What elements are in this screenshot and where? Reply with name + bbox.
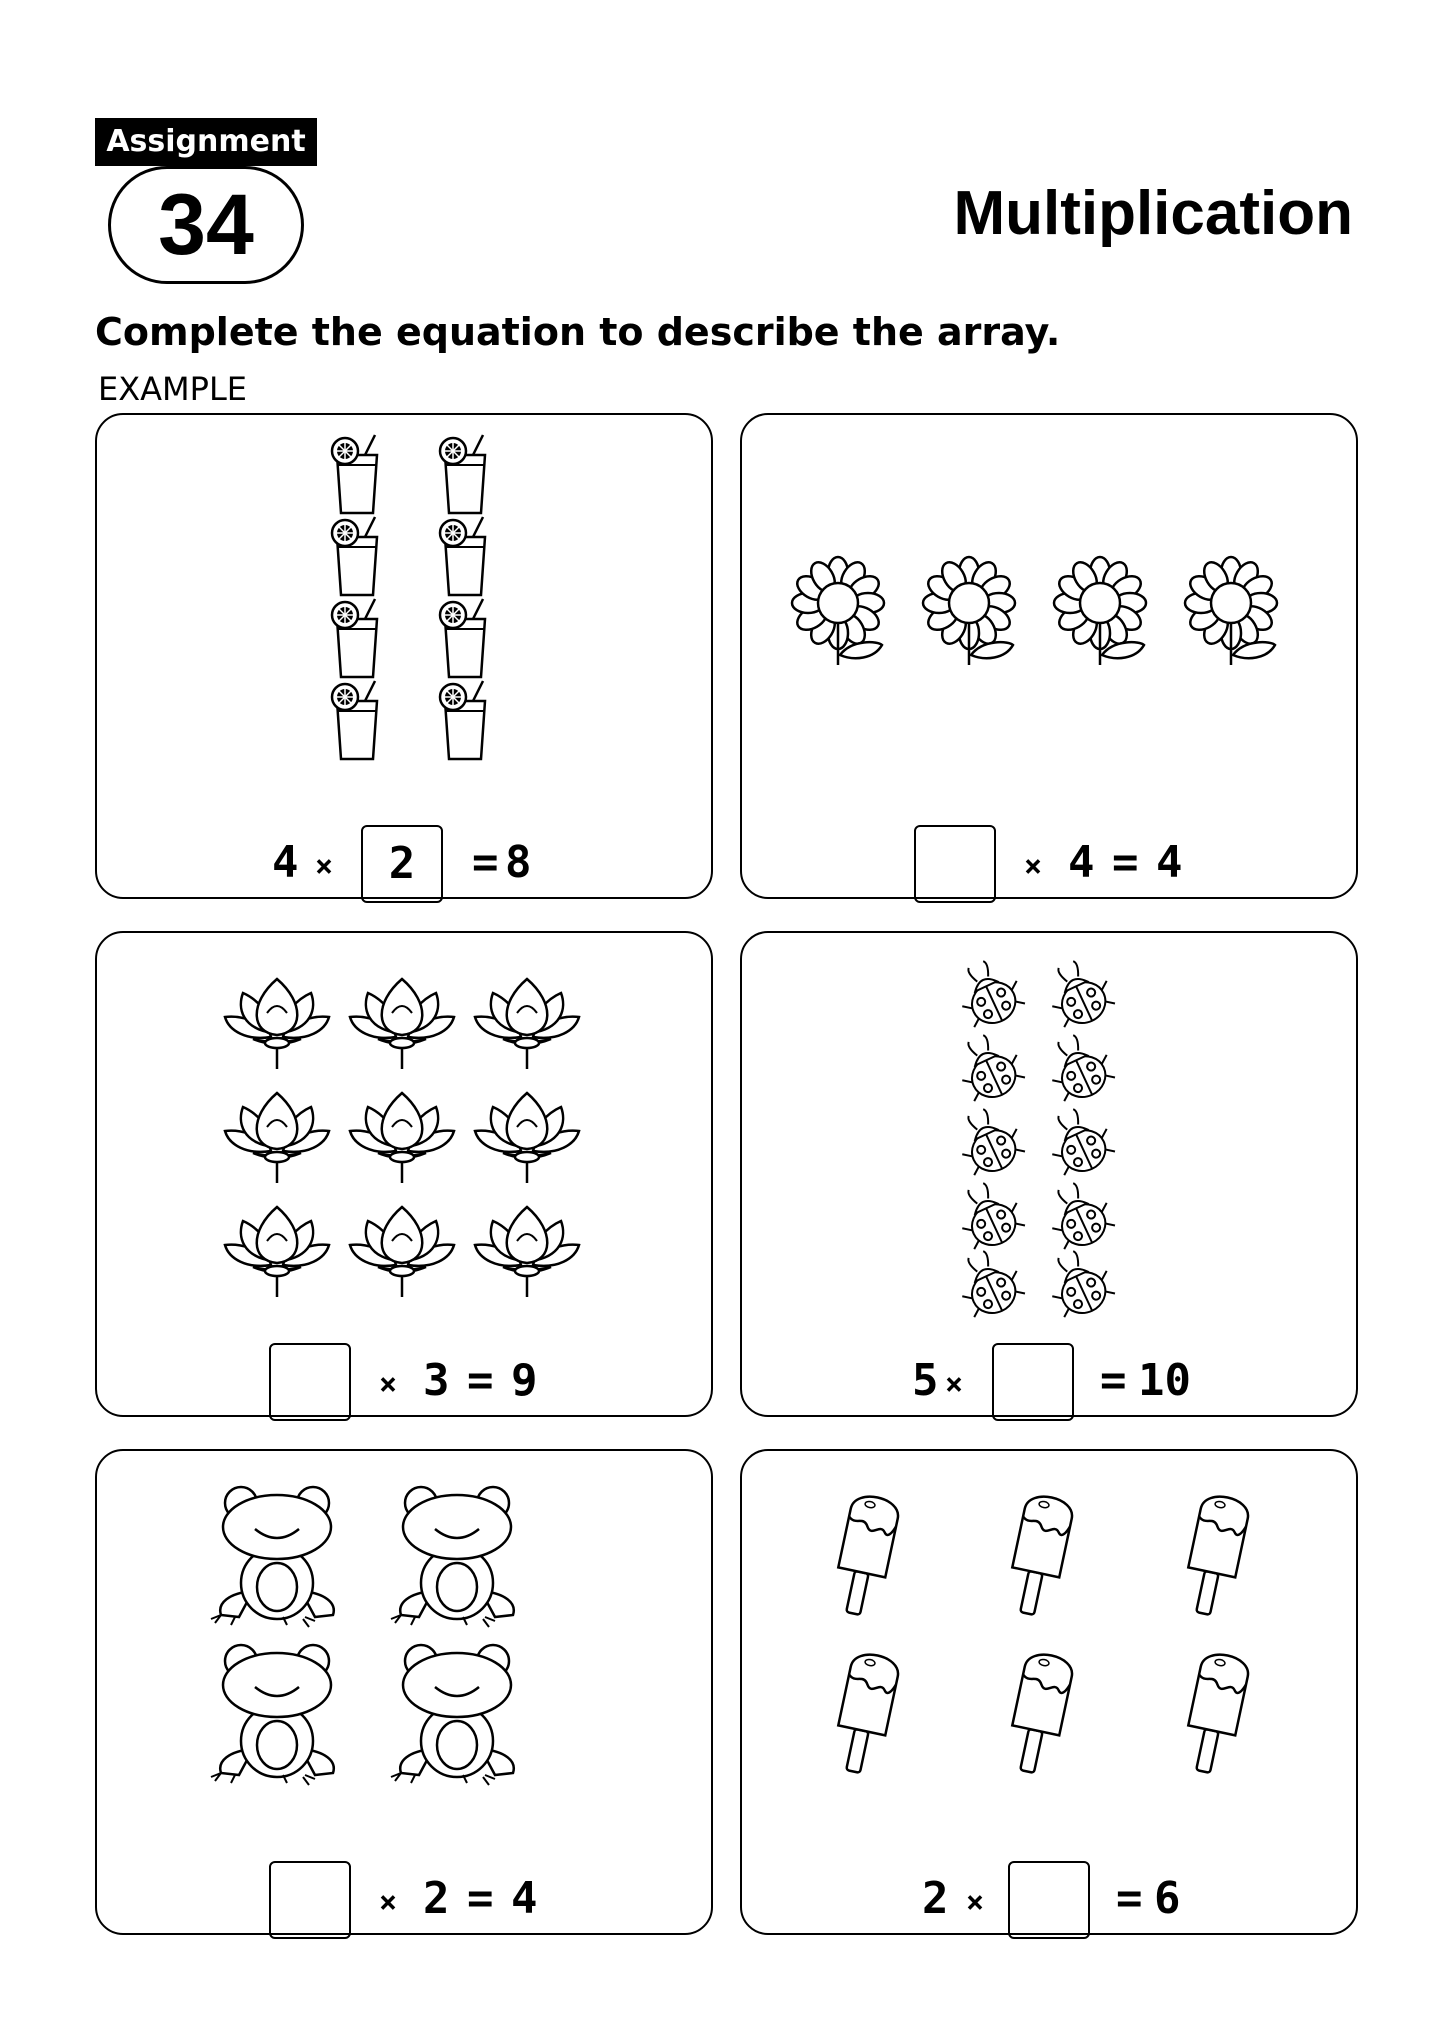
sunflower-icon: [923, 557, 1015, 665]
factor-a: 5: [912, 1355, 939, 1406]
lemonade-glass-icon: [332, 681, 377, 759]
factor-b: 3: [423, 1355, 450, 1406]
popsicle-array: [742, 1451, 1360, 1851]
instructions: Complete the equation to describe the array.: [95, 310, 1061, 354]
ladybug-icon: [1039, 1174, 1120, 1256]
ladybug-icon: [949, 1026, 1030, 1108]
times-sign: ×: [966, 1885, 985, 1920]
popsicle-icon: [1004, 1493, 1076, 1619]
equation: [742, 1343, 1356, 1423]
product: 6: [1154, 1873, 1181, 1924]
answer-box[interactable]: [992, 1343, 1074, 1421]
problem-card-frogs: [95, 1449, 713, 1935]
factor-a: 2: [922, 1873, 949, 1924]
product: 10: [1138, 1355, 1191, 1406]
lemonade-glass-icon: [332, 599, 377, 677]
equals-sign: =: [1100, 1355, 1127, 1406]
example-label: EXAMPLE: [98, 370, 247, 408]
answer-box[interactable]: [269, 1343, 351, 1421]
product: 4: [511, 1873, 538, 1924]
ladybug-array: [742, 933, 1360, 1333]
lemonade-glass-icon: [440, 517, 485, 595]
lotus-icon: [225, 1093, 329, 1183]
ladybug-icon: [949, 1100, 1030, 1182]
answer-box[interactable]: [914, 825, 996, 903]
lemonade-glass-icon: [440, 681, 485, 759]
factor-a: 4: [272, 837, 299, 888]
equation: [97, 1861, 711, 1941]
popsicle-icon: [830, 1651, 902, 1777]
ladybug-icon: [949, 1174, 1030, 1256]
ladybug-icon: [1039, 1100, 1120, 1182]
frog-icon: [391, 1487, 514, 1627]
assignment-number: 34: [108, 166, 304, 284]
ladybug-icon: [1039, 1026, 1120, 1108]
lotus-icon: [475, 979, 579, 1069]
problem-card-popsicles: [740, 1449, 1358, 1935]
problem-card-ladybugs: [740, 931, 1358, 1417]
equals-sign: =: [472, 837, 499, 888]
lemonade-glass-icon: [440, 599, 485, 677]
lotus-icon: [350, 1207, 454, 1297]
problem-card-lotus: [95, 931, 713, 1417]
lotus-icon: [350, 979, 454, 1069]
times-sign: ×: [1024, 849, 1043, 884]
times-sign: ×: [379, 1885, 398, 1920]
equals-sign: =: [467, 1355, 494, 1406]
sunflower-icon: [1185, 557, 1277, 665]
ladybug-icon: [1039, 1242, 1120, 1324]
frog-icon: [211, 1645, 334, 1785]
lemonade-glass-icon: [332, 517, 377, 595]
equation: [742, 1861, 1356, 1941]
answer-box[interactable]: 2: [361, 825, 443, 903]
product: 8: [505, 837, 532, 888]
popsicle-icon: [1004, 1651, 1076, 1777]
equals-sign: =: [1112, 837, 1139, 888]
answer-box[interactable]: [269, 1861, 351, 1939]
factor-b: 2: [423, 1873, 450, 1924]
lotus-array: [97, 933, 715, 1333]
frog-array: [97, 1451, 715, 1851]
lotus-icon: [225, 979, 329, 1069]
factor-b: 4: [1068, 837, 1095, 888]
popsicle-icon: [1180, 1651, 1252, 1777]
times-sign: ×: [945, 1367, 964, 1402]
popsicle-icon: [830, 1493, 902, 1619]
times-sign: ×: [379, 1367, 398, 1402]
equation: [97, 825, 711, 905]
sunflower-icon: [1054, 557, 1146, 665]
equation: [97, 1343, 711, 1423]
frog-icon: [391, 1645, 514, 1785]
product: 4: [1156, 837, 1183, 888]
popsicle-icon: [1180, 1493, 1252, 1619]
equation: [742, 825, 1356, 905]
ladybug-icon: [949, 952, 1030, 1034]
equals-sign: =: [1116, 1873, 1143, 1924]
lemonade-glass-array: [97, 415, 715, 815]
assignment-badge: Assignment: [95, 118, 317, 166]
lemonade-glass-icon: [440, 435, 485, 513]
lotus-icon: [350, 1093, 454, 1183]
equals-sign: =: [467, 1873, 494, 1924]
lotus-icon: [225, 1207, 329, 1297]
sunflower-icon: [792, 557, 884, 665]
product: 9: [511, 1355, 538, 1406]
problem-card-example: [95, 413, 713, 899]
frog-icon: [211, 1487, 334, 1627]
lotus-icon: [475, 1207, 579, 1297]
ladybug-icon: [949, 1242, 1030, 1324]
lemonade-glass-icon: [332, 435, 377, 513]
lotus-icon: [475, 1093, 579, 1183]
page-title: Multiplication: [953, 179, 1353, 248]
answer-box[interactable]: [1008, 1861, 1090, 1939]
ladybug-icon: [1039, 952, 1120, 1034]
problem-card-sunflowers: [740, 413, 1358, 899]
sunflower-array: [742, 415, 1360, 815]
times-sign: ×: [315, 849, 334, 884]
